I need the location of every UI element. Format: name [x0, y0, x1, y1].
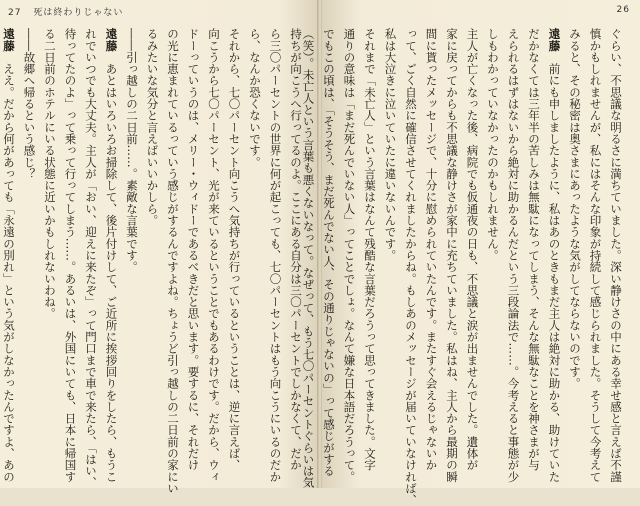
text-column	[60, 28, 81, 483]
text-column	[81, 28, 102, 489]
column-text: あとはいろいろお掃除して、後片付けして、ご近所に挨拶回りをしたら、もうこ	[104, 62, 119, 483]
text-column	[380, 28, 401, 472]
text-column	[122, 28, 143, 472]
column-text: みると、その秘密は奥さまにあったような気がしてならないのです。	[568, 28, 582, 390]
left-page	[0, 0, 318, 494]
left-page-header	[8, 5, 123, 18]
text-column	[245, 28, 266, 472]
column-text: しもわかっていなかったのかもしれません。	[486, 28, 500, 261]
speaker-name: 遠藤	[547, 28, 562, 52]
text-column	[503, 28, 524, 483]
text-column	[421, 28, 442, 472]
column-text: ぐらい、不思議な明るさに満ちていました。深い静けさの中にある幸せ感と言えば不謹	[609, 28, 623, 483]
text-column	[40, 28, 61, 472]
right-page-text	[301, 28, 626, 506]
text-column	[224, 28, 245, 472]
text-column	[0, 28, 19, 483]
text-column	[142, 28, 163, 472]
text-column	[339, 28, 360, 483]
text-column	[101, 28, 122, 483]
text-column	[462, 28, 483, 472]
column-text: （笑）。未亡人という言葉も悪くないなって。なぜって、もう七〇パーセントぐらいは気	[301, 28, 316, 489]
column-text: る二日前のホテルにいる状態に近いかもしれないわね。	[43, 28, 57, 320]
column-text: ――故郷へ帰るという感じ？	[22, 28, 37, 180]
running-title: 死は終わりじゃない	[33, 8, 124, 18]
text-column	[483, 28, 504, 472]
text-column	[606, 28, 627, 483]
text-column	[265, 28, 286, 483]
column-text: ――引っ越しの二日前……。素敵な言葉です。	[125, 28, 139, 273]
text-column	[524, 28, 545, 472]
text-column	[298, 28, 319, 489]
column-text: ええ。だから何があっても「永遠の別れ」という気がしなかったんですよ、あの	[2, 62, 16, 483]
text-column	[360, 28, 381, 472]
column-text: でもこの頃は、「そうそう、まだ死んでない人、その通りじゃないの」って感じがする	[322, 28, 336, 477]
column-text: 通りの意味は「まだ死んでいない人」ってことでしょ。なんて嫌な日本語だろうって。	[342, 28, 357, 483]
column-text: 主人が亡くなった後、病院でも仮通夜の日も、不思議と涙が出ませんでした。遺体が	[465, 28, 480, 471]
left-page-number: 27	[8, 8, 22, 18]
text-column	[163, 28, 184, 494]
text-column	[585, 28, 606, 483]
column-text: ら、なんか恐くないです。	[248, 28, 262, 168]
text-column	[204, 28, 225, 483]
column-text: 向こうから七〇パーセント、光が来ているということでもあるわけです。だから、ウィ	[207, 28, 221, 483]
column-text: るみたいな気分と言えばいいかしら。	[145, 28, 160, 227]
column-text: それまで「未亡人」という言葉はなんて残酷な言葉だろうって思ってきました。文字	[363, 28, 377, 471]
text-column	[442, 28, 463, 483]
column-text: 待ってたのよ」って乗って行ってしまう……。あるいは、外国にいても、日本に帰国す	[63, 28, 78, 483]
column-text: ら三〇パーセントの世界に何が起こっても、七〇パーセントはもう向こうにいるのだか	[268, 28, 283, 483]
column-text: 慎かもしれませんが、私にはそんな印象が持続して感じられました。そうして今考えて	[588, 28, 603, 483]
column-text: れでいつでも大丈夫。主人が「おい、迎えに来たぞ」って門口まで車で来たら、「はい、	[84, 28, 98, 489]
right-page-header	[617, 5, 630, 15]
right-page	[301, 0, 640, 506]
column-text: 家に戻ってからも不思議な静けさが家中に充ちていました。私はね、主人から最期の瞬	[445, 28, 459, 483]
column-text: って、ごく自然に確信させてくれましたからね。もしあのメッセージが届いていなければ、	[404, 28, 418, 506]
text-column	[565, 28, 586, 472]
text-column	[544, 28, 565, 483]
column-text: だかなくては三年半の苦しみは無駄になってしまう、そんな無駄なことを神さまが与	[527, 28, 541, 471]
column-text: 私は大泣きに泣いていたに違いないんです。	[383, 28, 398, 261]
column-text: 間に貰ったメッセージで、十分に慰められていたんです。またすぐ会えるじゃないか	[424, 28, 439, 471]
column-text: の光に恵まれているっていう感じがするんですよね。ちょうど引っ越しの二日前の家にい	[166, 28, 180, 494]
column-text: 持ちが向こうへ行ってるのよ。ここにある自分は三〇パーセントでしかなくて、だか	[289, 28, 303, 471]
speaker-name: 遠藤	[104, 28, 119, 52]
column-text: 前にも申しましたように、私はあのときもまだ主人は絶対に助かる、助けていた	[547, 62, 562, 483]
text-column	[19, 28, 40, 472]
column-text: ドーっていうのは、メリー・ウィドーであるべきだと思います。要するに、それだけ	[186, 28, 201, 471]
text-column	[183, 28, 204, 472]
text-column	[319, 28, 340, 477]
text-column	[401, 28, 422, 506]
left-page-text	[2, 28, 306, 494]
speaker-name: 遠藤	[2, 28, 16, 52]
right-page-number: 26	[616, 5, 630, 15]
column-text: えられるはずはないから絶対に助かるんだという三段論法で……。今考えると事態が少	[506, 28, 521, 483]
column-text: それから、七〇パーセント向こうへ気持ちが行っているということは、逆に言えば、	[227, 28, 242, 471]
